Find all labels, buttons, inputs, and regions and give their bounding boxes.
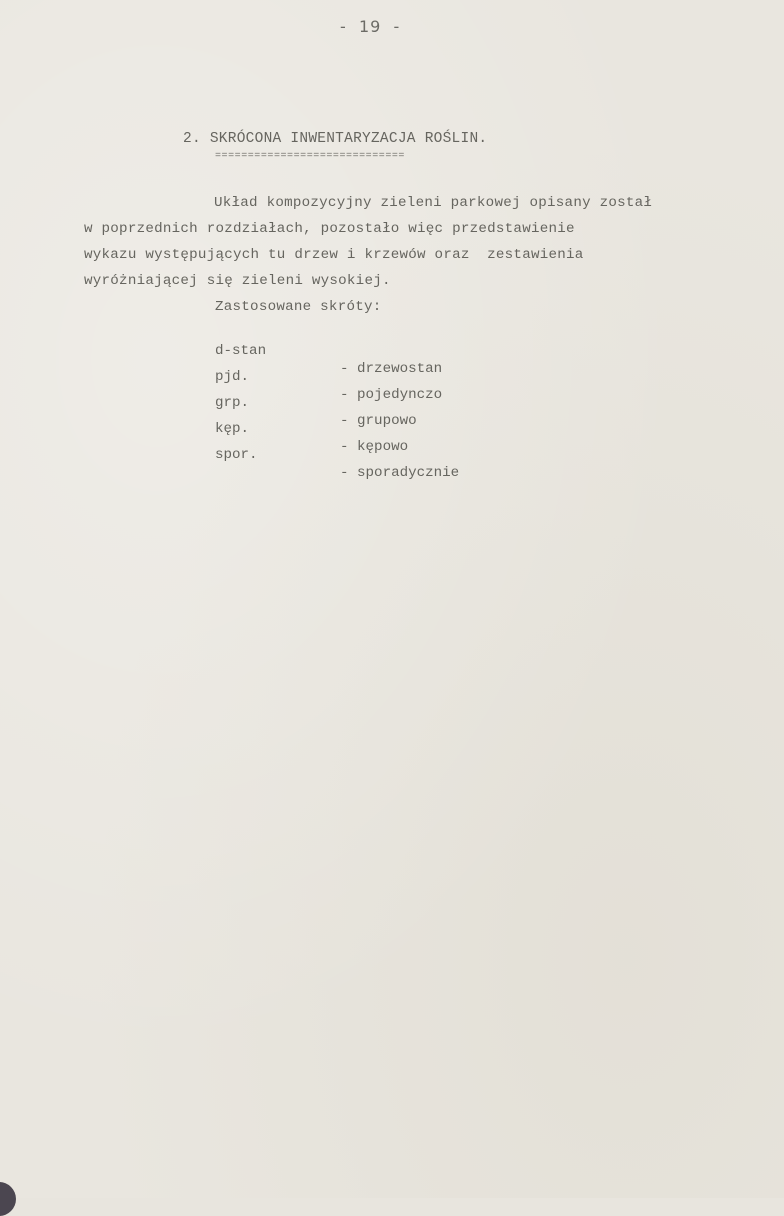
abbreviation-key: spor. bbox=[215, 447, 258, 463]
paragraph-line: wykazu występujących tu drzew i krzewów oraz zestawienia bbox=[84, 247, 584, 263]
abbreviation-key: grp. bbox=[215, 395, 250, 411]
section-heading: 2. SKRÓCONA INWENTARYZACJA ROŚLIN. bbox=[183, 131, 488, 147]
abbreviation-key: pjd. bbox=[215, 369, 250, 385]
paragraph-line: wyróżniającej się zieleni wysokiej. bbox=[84, 273, 391, 289]
abbreviations-title: Zastosowane skróty: bbox=[215, 299, 382, 315]
abbreviation-meaning: - pojedynczo bbox=[340, 387, 443, 403]
abbreviation-row bbox=[0, 428, 784, 500]
abbreviation-meaning: - drzewostan bbox=[340, 361, 443, 377]
heading-underline: ============================= bbox=[215, 151, 405, 162]
abbreviation-meaning: - grupowo bbox=[340, 413, 417, 429]
page-number: - 19 - bbox=[340, 17, 401, 36]
abbreviation-key: kęp. bbox=[215, 421, 250, 437]
abbreviation-key: d-stan bbox=[215, 343, 267, 359]
abbreviation-meaning: - kępowo bbox=[340, 439, 409, 455]
abbreviation-meaning: - sporadycznie bbox=[340, 465, 460, 481]
paragraph-line: w poprzednich rozdziałach, pozostało więc przedstawienie bbox=[84, 221, 575, 237]
paragraph-line: Układ kompozycyjny zieleni parkowej opisany został bbox=[214, 195, 653, 211]
